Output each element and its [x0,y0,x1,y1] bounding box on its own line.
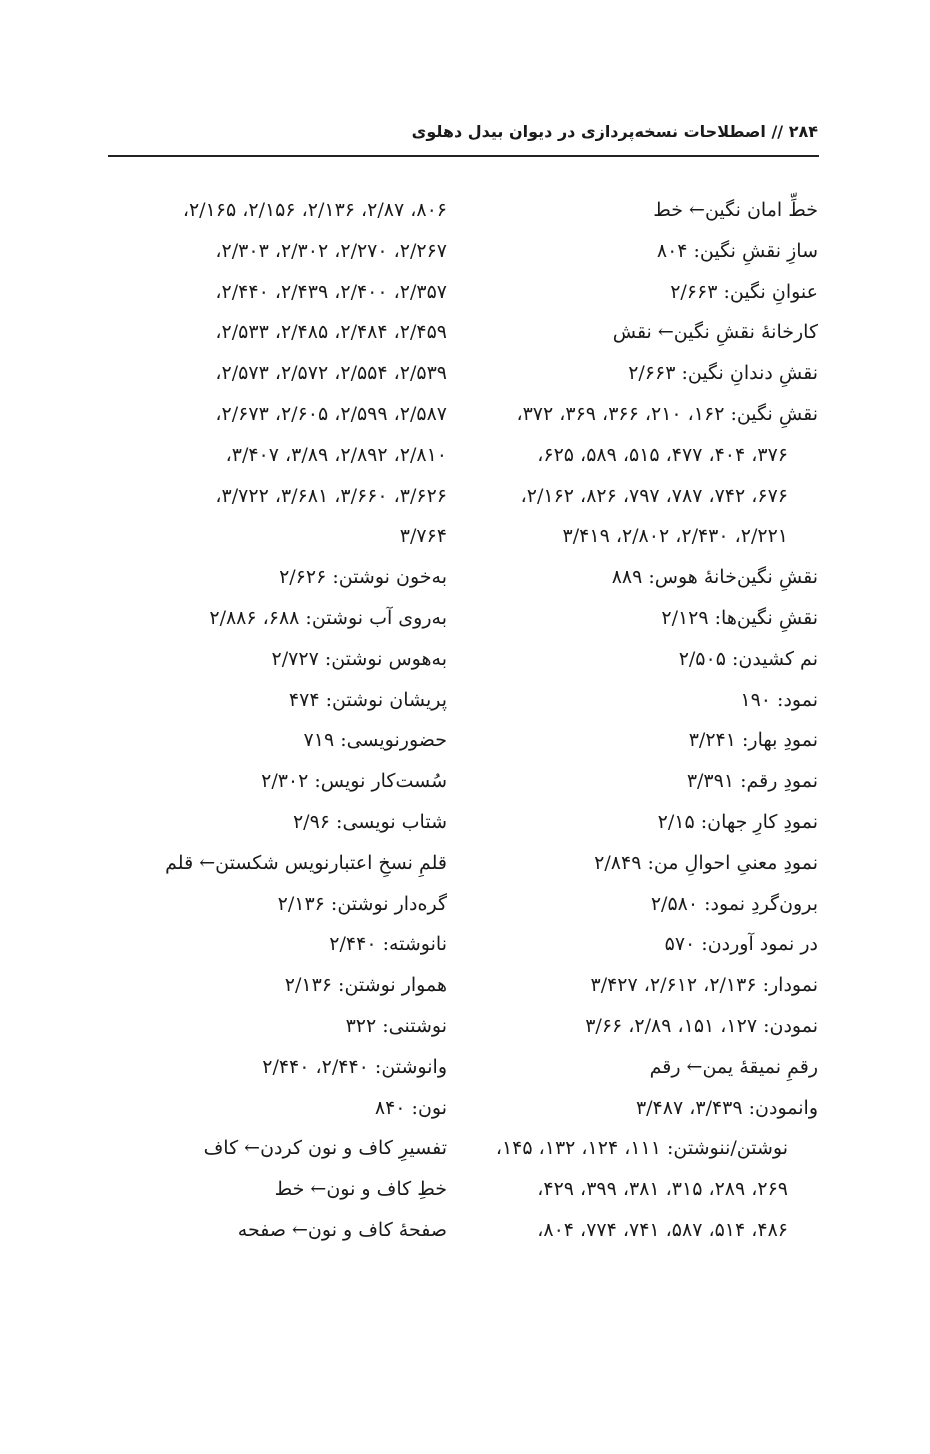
index-entry-line: وانمودن: ۳/۴۳۹، ۳/۴۸۷ [635,1096,818,1119]
running-head: ۲۸۴ // اصطلاحات نسخه‌پردازی در دیوان بیدل دهلوی [411,122,818,141]
index-entry-line: ۸۰۶، ۲/۸۷، ۲/۱۳۶، ۲/۱۵۶، ۲/۱۶۵، [182,199,447,221]
index-entry-line: ۶۷۶، ۷۴۲، ۷۸۷، ۷۹۷، ۸۲۶، ۲/۱۶۲، [520,484,788,507]
index-entry-line: سازِ نقشِ نگین: ۸۰۴ [656,239,818,262]
index-entry-line: در نمود آوردن: ۵۷۰ [664,933,818,956]
index-entry-line: ۲/۵۳۹، ۲/۵۵۴، ۲/۵۷۲، ۲/۵۷۳، [215,362,447,385]
index-entry-line: نقشِ دندانِ نگین: ۲/۶۶۳ [628,362,818,385]
index-entry-line: ۴۸۶، ۵۱۴، ۵۸۷، ۷۴۱، ۷۷۴، ۸۰۴، [537,1218,788,1241]
index-column-right [473,190,818,1251]
index-entry-line: عنوانِ نگین: ۲/۶۶۳ [670,280,818,303]
index-entry-line: نمود: ۱۹۰ [740,688,818,711]
index-entry-line: شتاب نویسی: ۲/۹۶ [292,810,447,833]
index-entry-line: نقشِ نگین‌ها: ۲/۱۲۹ [661,606,818,629]
index-entry-line: به‌خون نوشتن: ۲/۶۲۶ [279,566,447,589]
index-entry-line: به‌روی آب نوشتن: ۶۸۸، ۲/۸۸۶ [209,606,447,629]
index-entry-line: نوشتنی: ۳۲۲ [345,1014,447,1037]
index-entry-line: ۲/۵۸۷، ۲/۵۹۹، ۲/۶۰۵، ۲/۶۷۳، [215,402,447,425]
index-entry-line: رقمِ نمیقهٔ یمن← رقم [649,1055,818,1078]
index-entry-line: نمودِ بهار: ۳/۲۴۱ [688,729,818,752]
index-entry-line: نمودِ معنیِ احوالِ من: ۲/۸۴۹ [594,851,818,874]
index-entry-line: ۲/۲۲۱، ۲/۴۳۰، ۲/۸۰۲، ۳/۴۱۹ [562,525,788,548]
index-entry-line: ۳/۷۶۴ [399,525,447,548]
index-entry-line: ۲/۳۵۷، ۲/۴۰۰، ۲/۴۳۹، ۲/۴۴۰، [215,280,447,303]
index-entry-line: نمودار: ۲/۱۳۶، ۲/۶۱۲، ۳/۴۲۷ [590,974,818,997]
index-entry-line: صفحهٔ کاف و نون← صفحه [237,1218,447,1241]
index-entry-line: ۳/۶۲۶، ۳/۶۶۰، ۳/۶۸۱، ۳/۷۲۲، [215,484,447,507]
index-entry-line: قلمِ نسخِ اعتبارنویس شکستن← قلم [165,851,447,874]
index-entry-line: ۳۷۶، ۴۰۴، ۴۷۷، ۵۱۵، ۵۸۹، ۶۲۵، [537,443,788,466]
index-entry-line: گره‌دار نوشتن: ۲/۱۳۶ [277,892,447,915]
index-entry-line: ۲۶۹، ۲۸۹، ۳۱۵، ۳۸۱، ۳۹۹، ۴۲۹، [537,1178,788,1201]
header-rule [108,155,819,157]
index-entry-line: نوشتن/ننوشتن: ۱۱۱، ۱۲۴، ۱۳۲، ۱۴۵، [495,1137,788,1160]
index-entry-line: ۲/۲۶۷، ۲/۲۷۰، ۲/۳۰۲، ۲/۳۰۳، [215,239,447,262]
index-entry-line: نمودِ رقم: ۳/۳۹۱ [686,770,818,793]
index-entry-line: نقشِ نگین: ۱۶۲، ۲۱۰، ۳۶۶، ۳۶۹، ۳۷۲، [516,402,818,425]
index-entry-line: نم کشیدن: ۲/۵۰۵ [678,647,818,670]
index-entry-line: هموار نوشتن: ۲/۱۳۶ [284,974,447,997]
index-entry-line: حضورنویسی: ۷۱۹ [303,729,447,752]
index-entry-line: به‌هوس نوشتن: ۲/۷۲۷ [271,647,447,670]
index-entry-line: نمودِ کارِ جهان: ۲/۱۵ [657,810,818,833]
index-entry-line: تفسیرِ کاف و نون کردن← کاف [203,1137,447,1160]
index-entry-line: نمودن: ۱۲۷، ۱۵۱، ۲/۸۹، ۳/۶۶ [585,1014,818,1037]
index-entry-line: خطِ کاف و نون← خط [274,1178,447,1201]
index-entry-line: نانوشته: ۲/۴۴۰ [329,933,447,956]
index-entry-line: ۲/۸۱۰، ۲/۸۹۲، ۳/۸۹، ۳/۴۰۷، [225,443,447,466]
index-column-left [107,190,447,1251]
index-entry-line: سُست‌کار نویس: ۲/۳۰۲ [261,770,447,793]
index-entry-line: نون: ۸۴۰ [374,1096,447,1119]
index-entry-line: پریشان نوشتن: ۴۷۴ [288,688,447,711]
index-entry-line: ۲/۴۵۹، ۲/۴۸۴، ۲/۴۸۵، ۲/۵۳۳، [215,321,447,344]
index-entry-line: کارخانهٔ نقشِ نگین← نقش [612,321,818,344]
index-entry-line: وانوشتن: ۲/۴۴۰، ۲/۴۴۰ [262,1055,447,1078]
index-entry-line: خطِّ امان نگین← خط [653,199,818,221]
index-entry-line: برون‌گردِ نمود: ۲/۵۸۰ [650,892,818,915]
index-entry-line: نقشِ نگین‌خانهٔ هوس: ۸۸۹ [611,566,818,589]
